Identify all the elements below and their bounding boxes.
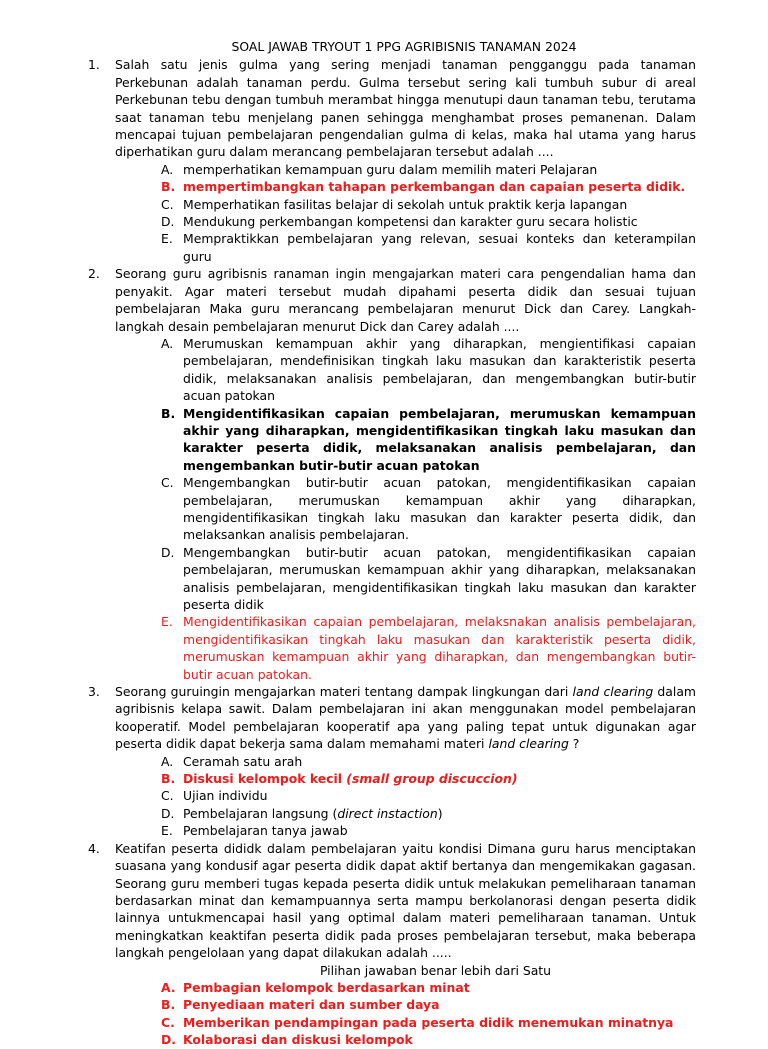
option-list xyxy=(115,979,696,1049)
option-letter: E. xyxy=(161,231,173,247)
option-text: Mengidentifikasikan capaian pembelajaran, melaksnakan analisis pembelajaran, mengidentifikasikan tingkah laku masukan dan karakteristik peserta didik, merumuskan kemampuan akhir yang diharapkan, dan mengembangkan butir-butir acuan patokan. xyxy=(183,614,696,682)
option-text: Pembagian kelompok berdasarkan minat xyxy=(183,979,470,995)
question-number: 2. xyxy=(88,266,100,282)
option-text: Mempraktikkan pembelajaran yang relevan, sesuai konteks dan keterampilan guru xyxy=(183,231,696,264)
option-letter: C. xyxy=(161,1014,175,1030)
option-letter: D. xyxy=(161,805,175,821)
question-text-part: Seorang guruingin mengajarkan materi tentang dampak lingkungan dari xyxy=(115,684,573,700)
option-text: Merumuskan kemampuan akhir yang diharapkan, mengientifikasi capaian pembelajaran, mendefinisikan tingkah laku masukan dan karakteristik peserta didik, melaksanakan analisis pembelajaran, dan mengembangkan butir-butir acuan patokan xyxy=(183,335,696,404)
option-text: mempertimbangkan tahapan perkembangan dan capaian peserta didik. xyxy=(183,179,686,195)
option-term: direct instaction xyxy=(337,805,438,821)
document-title: SOAL JAWAB TRYOUT 1 PPG AGRIBISNIS TANAMAN 2024 xyxy=(231,39,577,54)
option-text: Pembelajaran tanya jawab xyxy=(183,823,348,839)
question-1 xyxy=(88,56,696,265)
option-a xyxy=(161,161,696,178)
option-text: Mendukung perkembangan kompetensi dan karakter guru secara holistic xyxy=(183,214,638,230)
option-list xyxy=(115,161,696,265)
option-term: (small group discuccion) xyxy=(346,771,518,787)
question-term: land clearing xyxy=(488,736,569,752)
option-letter: B. xyxy=(161,771,176,787)
option-text: Mengidentifikasikan capaian pembelajaran, merumuskan kemampuan akhir yang diharapkan, mengidentifikasikan tingkah laku masukan dan karakter peserta didik, melaksanakan analisis pembelajaran, dan mengembankan butir-butir acuan patokan xyxy=(183,405,696,473)
option-letter: B. xyxy=(161,997,176,1013)
question-text: Salah satu jenis gulma yang sering menjadi tanaman pengganggu pada tanaman Perkebunan adalah tanaman perdu. Gulma tersebut sering kali tumbuh subur di areal Perkebunan tebu dengan tumbuh merambat hingga menutupi daun tanaman tebu, terutama saat tanaman tebu menjelang panen sehingga menghambat proses pemanenan. Dalam mencapai tujuan pembelajaran pengendalian gulma di kelas, maka hal utama yang harus diperhatikan guru dalam merancang pembelajaran tersebut adalah .... xyxy=(115,57,696,160)
option-e xyxy=(161,822,696,839)
question-text-part: ? xyxy=(568,736,580,752)
option-list xyxy=(115,335,696,683)
option-text: Ujian individu xyxy=(183,788,268,804)
option-letter: D. xyxy=(161,1032,176,1048)
option-a xyxy=(161,335,696,405)
option-letter: E. xyxy=(161,823,173,839)
option-letter: C. xyxy=(161,196,174,212)
option-a-correct xyxy=(161,979,696,996)
option-text: Pembelajaran langsung ( xyxy=(183,805,338,821)
option-text: Ceramah satu arah xyxy=(183,753,303,769)
option-list xyxy=(115,753,696,840)
option-c xyxy=(161,474,696,544)
option-letter: E. xyxy=(161,614,173,630)
option-text: Mengembangkan butir-butir acuan patokan, mengidentifikasikan capaian pembelajaran, merumuskan kemampuan akhir yang diharapkan, melaksanakan analisis pembelajaran, mengidentifikasikan tingkah laku masukan dan karakter peserta didik xyxy=(183,544,696,612)
question-4 xyxy=(88,840,696,1049)
option-d xyxy=(161,544,696,614)
question-number: 3. xyxy=(88,684,100,700)
question-text xyxy=(115,683,696,753)
answer-note: Pilihan jawaban benar lebih dari Satu xyxy=(319,962,551,978)
question-3 xyxy=(88,683,696,840)
question-number: 1. xyxy=(88,57,100,73)
option-b xyxy=(161,405,696,475)
question-term: land clearing xyxy=(572,684,654,700)
option-b-correct xyxy=(161,996,696,1013)
option-letter: D. xyxy=(161,214,175,230)
option-a xyxy=(161,753,696,770)
option-letter: A. xyxy=(161,979,176,995)
question-text: Seorang guru agribisnis ranaman ingin mengajarkan materi cara pengendalian hama dan penyakit. Agar materi tersebut mudah dipahami peserta didik dan sesuai tujuan pembelajaran Maka guru merancang pembelajaran menurut Dick dan Carey. Langkah-langkah desain pembelajaran menurut Dick dan Carey adalah .... xyxy=(115,266,696,334)
option-letter: A. xyxy=(161,753,174,769)
option-e-correct xyxy=(161,613,696,683)
option-b-correct xyxy=(161,770,696,787)
option-e xyxy=(161,230,696,265)
option-d xyxy=(161,805,696,822)
option-d-correct xyxy=(161,1031,696,1048)
option-suffix: ) xyxy=(437,805,443,821)
option-c xyxy=(161,787,696,804)
option-c xyxy=(161,196,696,213)
option-d xyxy=(161,213,696,230)
option-text: Kolaborasi dan diskusi kelompok xyxy=(183,1032,413,1048)
option-text: Penyediaan materi dan sumber daya xyxy=(183,997,440,1013)
question-text-part: dalam agribisnis kelapa sawit. Dalam pembelajaran ini akan menggunakan model pembelajaran kooperatif. Model pembelajaran kooperatif apa yang paling tepat untuk digunakan agar peserta didik dapat bekerja sama dalam memahami materi xyxy=(115,684,696,752)
option-letter: C. xyxy=(161,788,174,804)
option-c-correct xyxy=(161,1014,696,1031)
question-text: Keatifan peserta dididk dalam pembelajaran yaitu kondisi Dimana guru harus menciptakan suasana yang kondusif agar peserta didik dapat aktif bertanya dan mengemikakan gagasan. Seorang guru memberi tugas kepada peserta didik untuk melakukan pemeliharaan tanaman berdasarkan minat dan kemampuannya serta mampu berkolanorasi dengan peserta didik lainnya untukmencapai hasil yang optimal dalam materi pemeliharaan tanaman. Untuk meningkatkan keaktifan peserta didik pada proses pembelajaran tersebut, maka beberapa langkah pengelolaan yang dapat dilakukan adalah ..... xyxy=(115,840,696,961)
option-letter: D. xyxy=(161,544,175,560)
option-letter: C. xyxy=(161,475,174,491)
option-text: Memberikan pendampingan pada peserta didik menemukan minatnya xyxy=(183,1014,674,1030)
option-text: Diskusi kelompok kecil xyxy=(183,771,347,787)
question-2 xyxy=(88,265,696,683)
option-text: Mengembangkan butir-butir acuan patokan, mengidentifikasikan capaian pembelajaran, merumuskan kemampuan akhir yang diharapkan, mengidentifikasikan tingkah laku masukan dan karakter peserta didik, dan melaksankan analisis pembelajaran. xyxy=(183,475,696,543)
option-text: Memperhatikan fasilitas belajar di sekolah untuk praktik kerja lapangan xyxy=(183,196,628,212)
option-b-correct xyxy=(161,178,696,195)
option-letter: B. xyxy=(161,405,176,421)
option-letter: B. xyxy=(161,179,176,195)
option-letter: A. xyxy=(161,161,174,177)
option-letter: A. xyxy=(161,335,174,351)
option-text: memperhatikan kemampuan guru dalam memilih materi Pelajaran xyxy=(183,161,598,177)
question-number: 4. xyxy=(88,840,100,856)
